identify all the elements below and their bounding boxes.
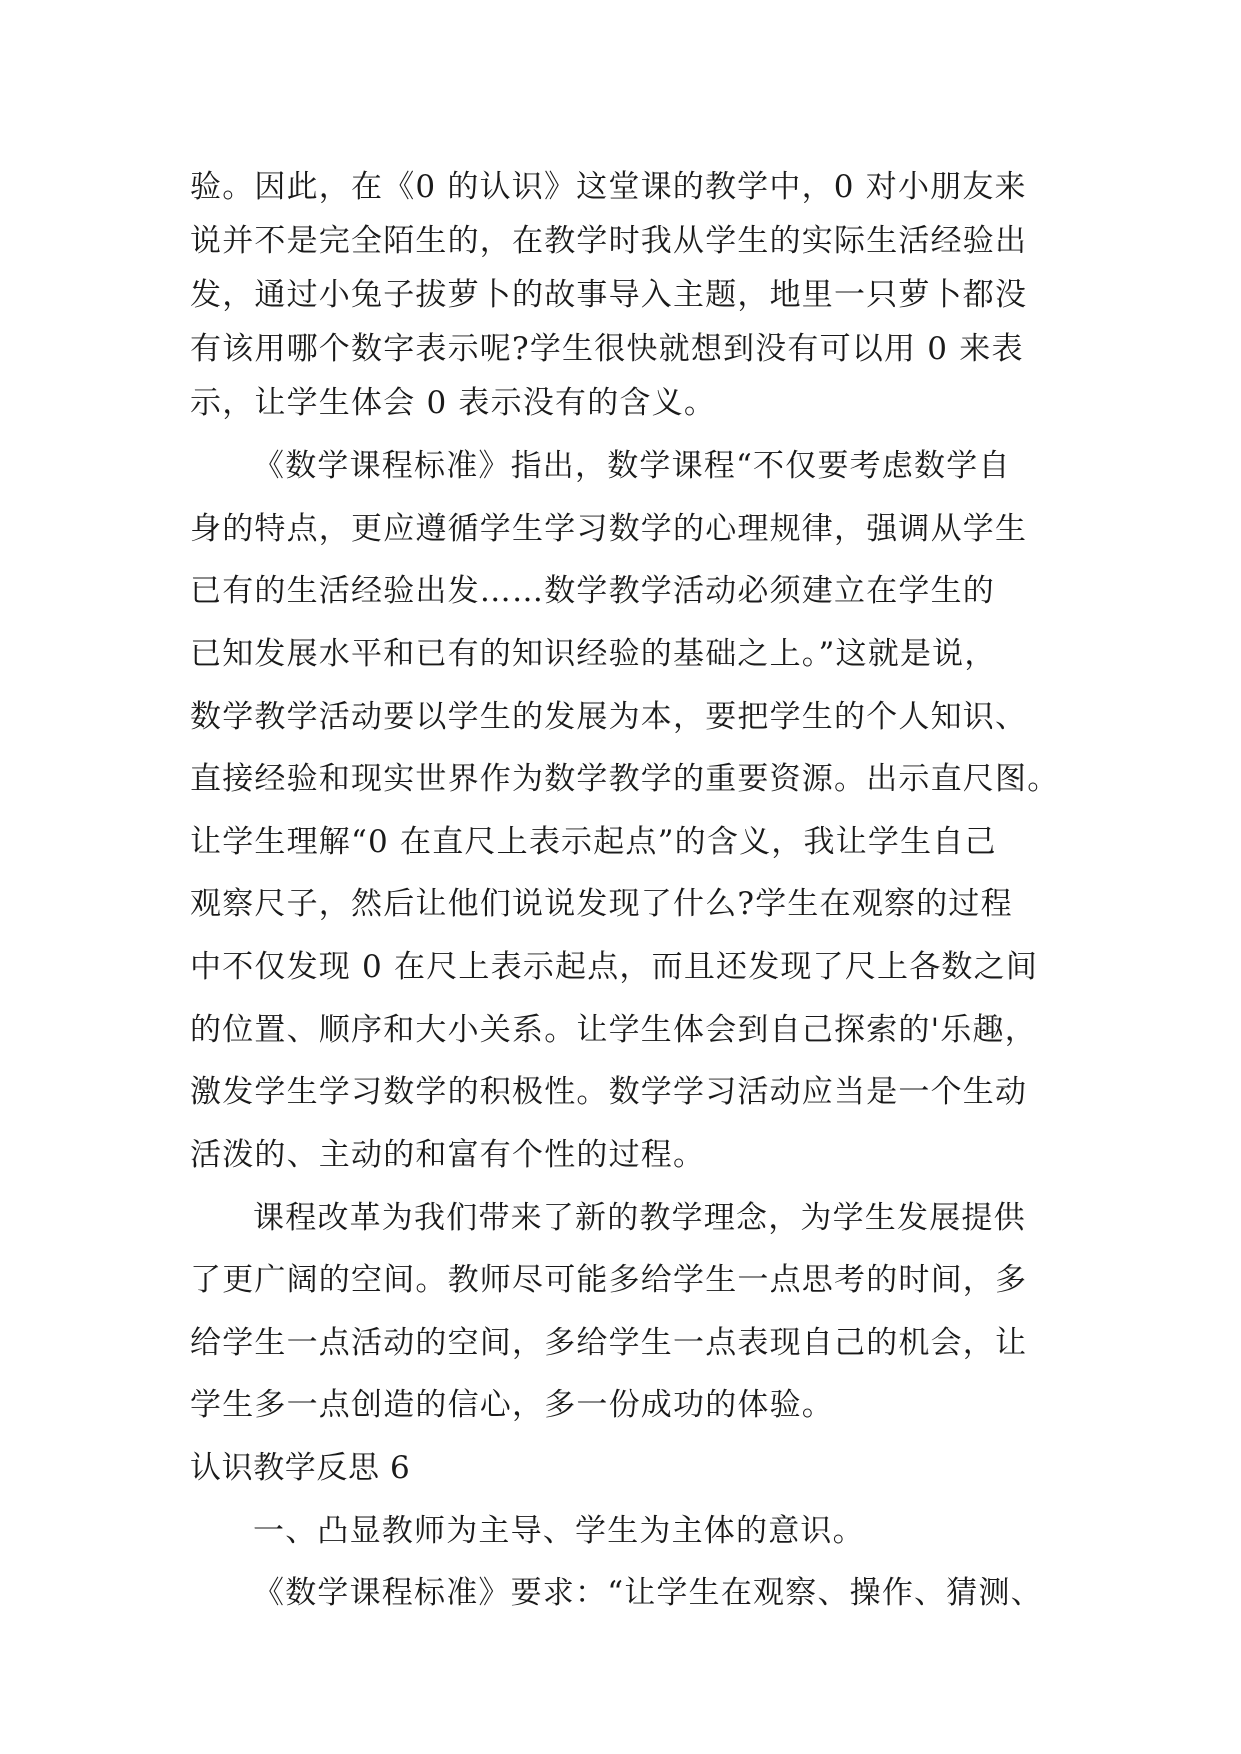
paragraph-line: 说并不是完全陌生的，在教学时我从学生的实际生活经验出: [190, 223, 1028, 259]
paragraph-line: 了更广阔的空间。教师尽可能多给学生一点思考的时间，多: [190, 1262, 1028, 1298]
paragraph-line: 的位置、顺序和大小关系。让学生体会到自己探索的'乐趣，: [190, 1012, 1037, 1048]
paragraph-line: 让学生理解“0 在直尺上表示起点”的含义，我让学生自己: [190, 824, 997, 860]
paragraph-line: 课程改革为我们带来了新的教学理念，为学生发展提供: [253, 1200, 1026, 1236]
paragraph-line: 发，通过小兔子拔萝卜的故事导入主题，地里一只萝卜都没: [190, 277, 1028, 313]
paragraph-line: 示，让学生体会 0 表示没有的含义。: [190, 385, 717, 421]
paragraph-line: 直接经验和现实世界作为数学教学的重要资源。出示直尺图。: [190, 761, 1060, 797]
paragraph-line: 观察尺子，然后让他们说说发现了什么?学生在观察的过程: [190, 886, 1013, 922]
paragraph-line: 活泼的、主动的和富有个性的过程。: [190, 1137, 706, 1173]
paragraph-line: 中不仅发现 0 在尺上表示起点，而且还发现了尺上各数之间: [190, 949, 1039, 985]
paragraph-line: 激发学生学习数学的积极性。数学学习活动应当是一个生动: [190, 1074, 1028, 1110]
paragraph-line: 学生多一点创造的信心，多一份成功的体验。: [190, 1387, 834, 1423]
paragraph-line: 验。因此，在《0 的认识》这堂课的教学中，0 对小朋友来: [190, 169, 1027, 205]
paragraph-line: 《数学课程标准》指出，数学课程“不仅要考虑数学自: [253, 448, 1011, 484]
paragraph-line: 已有的生活经验出发……数学教学活动必须建立在学生的: [190, 573, 995, 609]
paragraph-line: 有该用哪个数字表示呢?学生很快就想到没有可以用 0 来表: [190, 331, 1024, 367]
section-heading: 认识教学反思 6: [190, 1450, 411, 1486]
paragraph-line: 《数学课程标准》要求：“让学生在观察、操作、猜测、: [253, 1575, 1043, 1611]
paragraph-line: 数学教学活动要以学生的发展为本，要把学生的个人知识、: [190, 699, 1028, 735]
paragraph-line: 身的特点，更应遵循学生学习数学的心理规律，强调从学生: [190, 511, 1028, 547]
paragraph-line: 已知发展水平和已有的知识经验的基础之上。”这就是说，: [190, 636, 997, 672]
paragraph-line: 给学生一点活动的空间，多给学生一点表现自己的机会，让: [190, 1325, 1028, 1361]
paragraph-line: 一、凸显教师为主导、学生为主体的意识。: [253, 1513, 865, 1549]
